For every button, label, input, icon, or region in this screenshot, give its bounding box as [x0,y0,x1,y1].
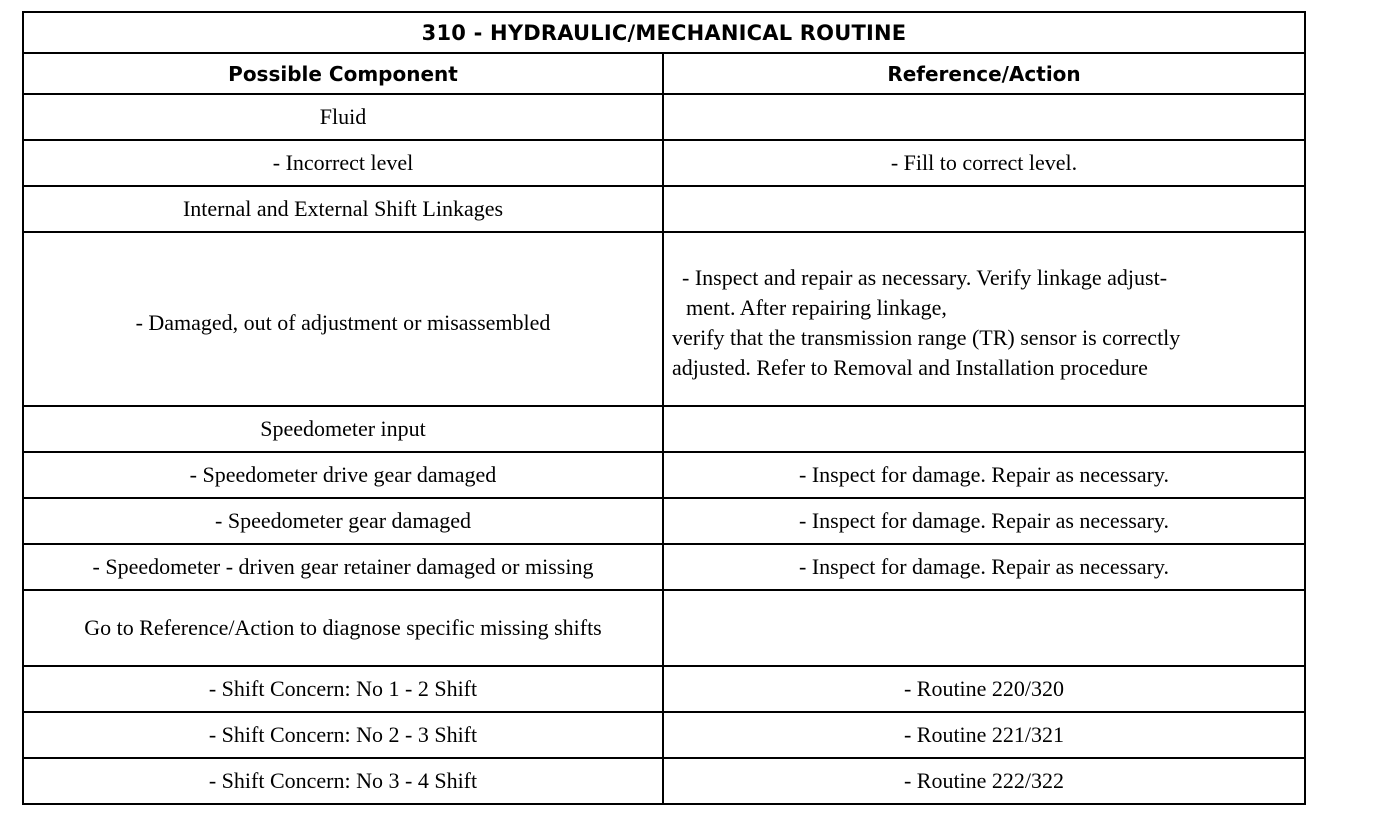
component-cell: - Speedometer - driven gear retainer damaged or missing [23,544,663,590]
component-cell: - Shift Concern: No 2 - 3 Shift [23,712,663,758]
component-cell: Internal and External Shift Linkages [23,186,663,232]
component-cell: - Shift Concern: No 3 - 4 Shift [23,758,663,804]
table-row [23,544,1305,590]
header-row [23,53,1305,94]
table-row [23,94,1305,140]
table-row [23,758,1305,804]
column-header-action: Reference/Action [663,53,1305,94]
table-row [23,712,1305,758]
action-cell [663,186,1305,232]
component-cell: - Incorrect level [23,140,663,186]
table-row [23,140,1305,186]
action-cell [663,94,1305,140]
component-cell: Fluid [23,94,663,140]
action-line: ment. After repairing linkage, [686,295,947,320]
action-cell: - Routine 221/321 [663,712,1305,758]
component-cell: - Speedometer gear damaged [23,498,663,544]
table-row [23,186,1305,232]
action-line: adjusted. Refer to Removal and Installation procedure [672,355,1148,380]
title-row [23,12,1305,53]
table-row [23,452,1305,498]
action-cell: - Fill to correct level. [663,140,1305,186]
component-cell: Speedometer input [23,406,663,452]
table-row [23,666,1305,712]
action-cell: - Inspect for damage. Repair as necessary. [663,452,1305,498]
table-row [23,406,1305,452]
component-cell: - Shift Concern: No 1 - 2 Shift [23,666,663,712]
action-line: - Inspect and repair as necessary. Verify linkage adjust- [682,265,1168,290]
action-cell [663,406,1305,452]
action-cell: - Inspect for damage. Repair as necessary. [663,498,1305,544]
action-cell: - Inspect for damage. Repair as necessary. [663,544,1305,590]
action-cell: - Routine 220/320 [663,666,1305,712]
routine-table [22,11,1306,805]
column-header-component: Possible Component [23,53,663,94]
action-cell [663,232,1305,406]
table-row [23,232,1305,406]
action-cell [663,590,1305,666]
table-title: 310 - HYDRAULIC/MECHANICAL ROUTINE [23,12,1305,53]
table-row [23,498,1305,544]
action-cell: - Routine 222/322 [663,758,1305,804]
action-line: verify that the transmission range (TR) sensor is correctly [672,325,1181,350]
component-cell [23,590,663,666]
component-cell: - Speedometer drive gear damaged [23,452,663,498]
component-text: Go to Reference/Action to diagnose specific missing shifts [84,615,602,640]
component-cell: - Damaged, out of adjustment or misassembled [23,232,663,406]
table-row [23,590,1305,666]
